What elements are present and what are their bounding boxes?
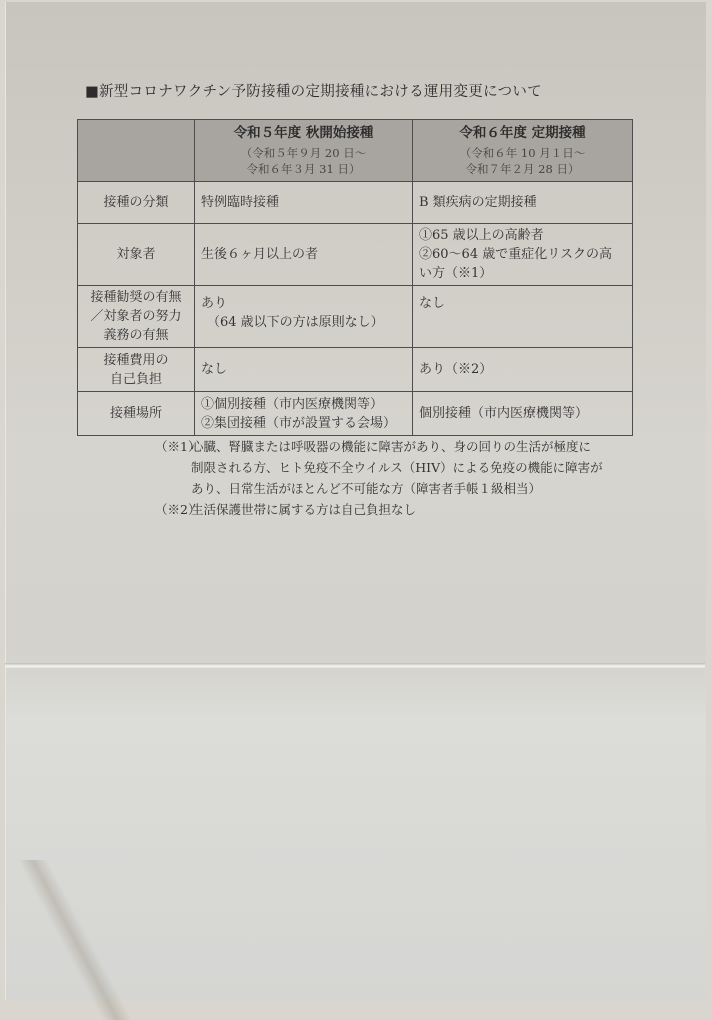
footnotes xyxy=(155,436,635,520)
cell-r6 xyxy=(413,286,633,348)
row-label xyxy=(78,348,195,392)
cell-r6 xyxy=(413,224,633,286)
header-r5-title: 令和５年度 秋開始接種 xyxy=(233,125,374,141)
label-line: 接種勧奨の有無 xyxy=(90,290,182,305)
label-line: 自己負担 xyxy=(109,371,162,387)
label-line: 接種場所 xyxy=(109,406,162,421)
footnote-line: 生活保護世帯に属する方は自己負担なし xyxy=(191,502,417,517)
cell-line: ①個別接種（市内医療機関等） xyxy=(201,396,384,412)
cell-line: い方（※1） xyxy=(419,266,493,281)
header-r6 xyxy=(413,120,633,182)
cell-line: ①65 歳以上の高齢者 xyxy=(419,228,544,243)
row-label xyxy=(78,224,195,286)
table-row-cost xyxy=(78,348,633,392)
document-title: ■新型コロナワクチン予防接種の定期接種における運用変更について xyxy=(85,84,542,100)
cell-line: あり xyxy=(201,296,228,311)
table-row-category xyxy=(78,182,633,224)
table-row-recommendation xyxy=(78,286,633,348)
cell-r5 xyxy=(195,286,413,348)
paper-fold-crease xyxy=(5,663,705,668)
cell-r6 xyxy=(413,392,633,436)
cell-r5 xyxy=(195,348,413,392)
cell-line: ②60～64 歳で重症化リスクの高 xyxy=(419,247,612,262)
cell-line: B 類疾病の定期接種 xyxy=(419,195,537,210)
cell-line: ②集団接種（市が設置する会場） xyxy=(201,415,397,431)
label-line: 対象者 xyxy=(116,247,156,262)
cell-line: なし xyxy=(201,362,228,377)
footnote-2 xyxy=(155,499,635,520)
header-empty-cell xyxy=(78,120,195,182)
cell-line: なし xyxy=(419,296,446,311)
cell-line: （64 歳以下の方は原則なし） xyxy=(207,315,384,330)
header-r5-period-1: （令和５年９月 20 日～ xyxy=(240,146,367,160)
label-line: 義務の有無 xyxy=(103,328,169,343)
table-row-location xyxy=(78,392,633,436)
cell-r6 xyxy=(413,182,633,224)
cell-r6 xyxy=(413,348,633,392)
row-label xyxy=(78,392,195,436)
footnote-mark: （※2） xyxy=(155,502,201,517)
row-label xyxy=(78,182,195,224)
footnote-line: 心臓、腎臓または呼吸器の機能に障害があり、身の回りの生活が極度に xyxy=(191,439,592,454)
footnote-line: 制限される方、ヒト免疫不全ウイルス（HIV）による免疫の機能に障害が xyxy=(191,460,603,475)
header-r6-period-1: （令和６年 10 月１日～ xyxy=(459,146,586,160)
vaccination-comparison-table xyxy=(77,119,633,436)
footnote-mark: （※1） xyxy=(155,439,201,454)
header-r5-period-2: 令和６年３月 31 日） xyxy=(246,162,361,176)
cell-r5 xyxy=(195,392,413,436)
header-r6-period-2: 令和７年２月 28 日） xyxy=(465,162,580,176)
cell-line: 個別接種（市内医療機関等） xyxy=(419,406,589,421)
footnote-1 xyxy=(155,436,635,499)
label-line: ／対象者の努力 xyxy=(90,309,182,324)
cell-line: 生後６ヶ月以上の者 xyxy=(201,247,319,262)
cell-line: 特例臨時接種 xyxy=(201,195,280,210)
cell-line: あり（※2） xyxy=(419,362,493,377)
footnote-line: あり、日常生活がほとんど不可能な方（障害者手帳１級相当） xyxy=(191,481,542,496)
table-row-target xyxy=(78,224,633,286)
label-line: 接種の分類 xyxy=(103,195,169,210)
table-header-row xyxy=(78,120,633,182)
label-line: 接種費用の xyxy=(103,352,169,368)
cell-r5 xyxy=(195,182,413,224)
header-r5 xyxy=(195,120,413,182)
header-r6-title: 令和６年度 定期接種 xyxy=(459,125,586,141)
row-label xyxy=(78,286,195,348)
cell-r5 xyxy=(195,224,413,286)
